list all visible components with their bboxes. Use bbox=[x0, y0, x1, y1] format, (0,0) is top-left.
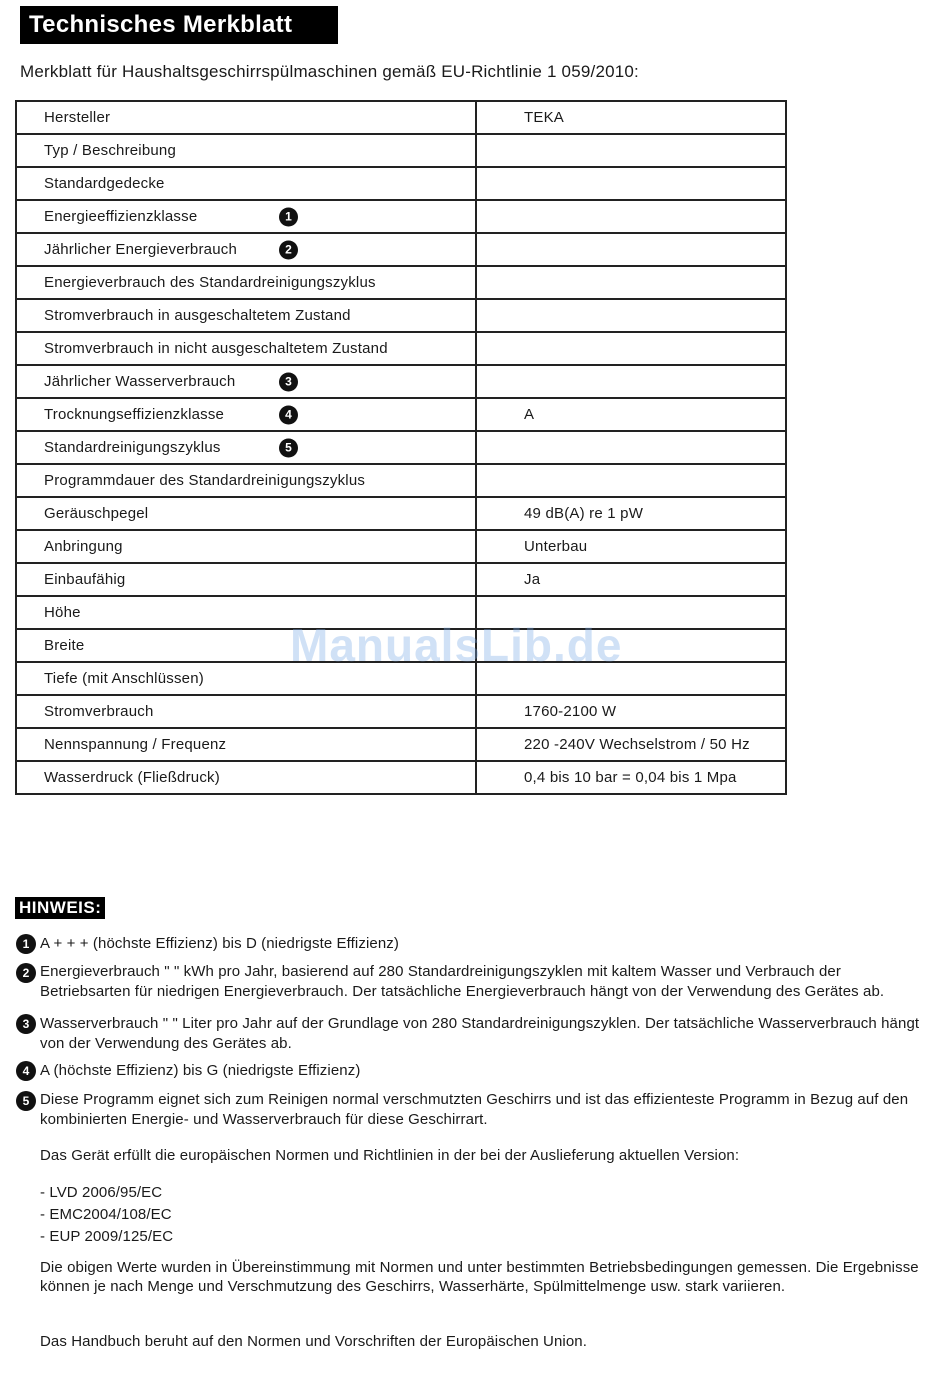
note-5: Diese Programm eignet sich zum Reinigen normal verschmutzten Geschirrs und ist das effizienteste Programm in Bezug auf den kombinierten Energie- und Wasserverbrauch für diese Geschirrart. bbox=[40, 1091, 909, 1128]
row-value bbox=[476, 200, 786, 233]
row-label: Standardgedecke bbox=[44, 175, 165, 192]
table-row bbox=[16, 398, 786, 431]
row-label-cell bbox=[16, 497, 476, 530]
table-row bbox=[16, 365, 786, 398]
table-row bbox=[16, 266, 786, 299]
footnote-marker: 4 bbox=[279, 405, 298, 424]
row-label: Anbringung bbox=[44, 538, 123, 555]
row-label-cell bbox=[16, 530, 476, 563]
notes-heading: HINWEIS: bbox=[15, 897, 105, 919]
row-label: Breite bbox=[44, 637, 85, 654]
row-label: Wasserdruck (Fließdruck) bbox=[44, 769, 220, 786]
watermark: ManualsLib.de bbox=[290, 619, 623, 671]
footnote-marker: 2 bbox=[279, 240, 298, 259]
row-label: Hersteller bbox=[44, 109, 111, 126]
row-label: Geräuschpegel bbox=[44, 505, 149, 522]
table-row bbox=[16, 563, 786, 596]
row-value bbox=[476, 266, 786, 299]
table-row bbox=[16, 464, 786, 497]
row-label-cell bbox=[16, 629, 476, 662]
table-row bbox=[16, 497, 786, 530]
row-value: A bbox=[476, 398, 786, 431]
table-row bbox=[16, 134, 786, 167]
footnote-marker: 5 bbox=[279, 438, 298, 457]
row-label-cell bbox=[16, 134, 476, 167]
note-2: Energieverbrauch " " kWh pro Jahr, basierend auf 280 Standardreinigungszyklen mit kaltem Wasser und Verbrauch der Betriebsarten für niedrigen Energieverbrauch. Der tatsächliche Energieverbrauch hängt von der Verwendung des Gerätes ab. bbox=[40, 963, 885, 1000]
row-value: 0,4 bis 10 bar = 0,04 bis 1 Mpa bbox=[476, 761, 786, 794]
row-label-cell bbox=[16, 299, 476, 332]
note-marker-1: 1 bbox=[16, 934, 36, 954]
table-row bbox=[16, 332, 786, 365]
basis-text: Das Handbuch beruht auf den Normen und Vorschriften der Europäischen Union. bbox=[40, 1333, 587, 1350]
row-value: 1760-2100 W bbox=[476, 695, 786, 728]
footnote-marker: 1 bbox=[279, 207, 298, 226]
row-label: Einbaufähig bbox=[44, 571, 126, 588]
footnote-marker: 3 bbox=[279, 372, 298, 391]
table-row bbox=[16, 530, 786, 563]
row-value: 220 -240V Wechselstrom / 50 Hz bbox=[476, 728, 786, 761]
row-value bbox=[476, 596, 786, 629]
table-row bbox=[16, 728, 786, 761]
row-label: Standardreinigungszyklus bbox=[44, 439, 221, 456]
table-row bbox=[16, 629, 786, 662]
row-label-cell bbox=[16, 332, 476, 365]
row-label: Stromverbrauch in ausgeschaltetem Zustand bbox=[44, 307, 351, 324]
row-value: Ja bbox=[476, 563, 786, 596]
note-3: Wasserverbrauch " " Liter pro Jahr auf der Grundlage von 280 Standardreinigungszyklen. Der tatsächliche Wasserverbrauch hängt von der Verwendung des Gerätes ab. bbox=[40, 1015, 920, 1052]
row-label-cell bbox=[16, 266, 476, 299]
row-value: TEKA bbox=[476, 101, 786, 134]
table-row bbox=[16, 101, 786, 134]
row-label: Energieverbrauch des Standardreinigungszyklus bbox=[44, 274, 376, 291]
directive-emc: - EMC2004/108/EC bbox=[40, 1206, 172, 1223]
table-row bbox=[16, 167, 786, 200]
row-label: Programmdauer des Standardreinigungszyklus bbox=[44, 472, 366, 489]
row-value bbox=[476, 299, 786, 332]
directive-eup: - EUP 2009/125/EC bbox=[40, 1228, 174, 1245]
table-row bbox=[16, 662, 786, 695]
row-label-cell bbox=[16, 563, 476, 596]
note-4: A (höchste Effizienz) bis G (niedrigste Effizienz) bbox=[40, 1062, 361, 1079]
row-label-cell bbox=[16, 200, 476, 233]
conformity-text: Das Gerät erfüllt die europäischen Normen und Richtlinien in der bei der Auslieferung aktuellen Version: bbox=[40, 1147, 740, 1164]
note-marker-3: 3 bbox=[16, 1014, 36, 1034]
row-label-cell bbox=[16, 233, 476, 266]
table-row bbox=[16, 200, 786, 233]
spec-table bbox=[15, 100, 787, 795]
row-label: Nennspannung / Frequenz bbox=[44, 736, 227, 753]
row-value bbox=[476, 167, 786, 200]
row-label: Typ / Beschreibung bbox=[44, 142, 177, 159]
row-value bbox=[476, 431, 786, 464]
table-row bbox=[16, 761, 786, 794]
row-label-cell bbox=[16, 167, 476, 200]
table-row bbox=[16, 299, 786, 332]
row-label-cell bbox=[16, 662, 476, 695]
row-label-cell bbox=[16, 464, 476, 497]
page-title: Technisches Merkblatt bbox=[20, 6, 338, 44]
table-row bbox=[16, 233, 786, 266]
row-value bbox=[476, 332, 786, 365]
row-label-cell bbox=[16, 398, 476, 431]
row-label: Jährlicher Wasserverbrauch bbox=[44, 373, 236, 390]
note-1: A + + + (höchste Effizienz) bis D (niedrigste Effizienz) bbox=[40, 935, 399, 952]
note-marker-5: 5 bbox=[16, 1091, 36, 1111]
row-value bbox=[476, 365, 786, 398]
disclaimer-text: Die obigen Werte wurden in Übereinstimmung mit Normen und unter bestimmten Betriebsbedingungen gemessen. Die Ergebnisse können je nach Menge und Verschmutzung des Geschirrs, Wasserhärte, Spülmittelmenge usw. stark variieren. bbox=[40, 1259, 919, 1295]
row-label: Trocknungseffizienzklasse bbox=[44, 406, 225, 423]
row-label-cell bbox=[16, 101, 476, 134]
row-label: Jährlicher Energieverbrauch bbox=[44, 241, 237, 258]
table-row bbox=[16, 695, 786, 728]
row-label: Tiefe (mit Anschlüssen) bbox=[44, 670, 204, 687]
row-label-cell bbox=[16, 365, 476, 398]
directive-lvd: - LVD 2006/95/EC bbox=[40, 1184, 163, 1201]
row-label-cell bbox=[16, 728, 476, 761]
row-value: Unterbau bbox=[476, 530, 786, 563]
row-label: Stromverbrauch in nicht ausgeschaltetem Zustand bbox=[44, 340, 388, 357]
row-value bbox=[476, 134, 786, 167]
row-label: Stromverbrauch bbox=[44, 703, 154, 720]
row-value: 49 dB(A) re 1 pW bbox=[476, 497, 786, 530]
table-row bbox=[16, 596, 786, 629]
row-label-cell bbox=[16, 596, 476, 629]
row-value bbox=[476, 662, 786, 695]
note-marker-2: 2 bbox=[16, 963, 36, 983]
row-label-cell bbox=[16, 695, 476, 728]
row-label: Höhe bbox=[44, 604, 81, 621]
row-value bbox=[476, 464, 786, 497]
row-label-cell bbox=[16, 761, 476, 794]
row-value bbox=[476, 629, 786, 662]
row-label-cell bbox=[16, 431, 476, 464]
page-subtitle: Merkblatt für Haushaltsgeschirrspülmaschinen gemäß EU-Richtlinie 1 059/2010: bbox=[20, 62, 639, 81]
note-marker-4: 4 bbox=[16, 1061, 36, 1081]
table-row bbox=[16, 431, 786, 464]
row-label: Energieeffizienzklasse bbox=[44, 208, 198, 225]
row-value bbox=[476, 233, 786, 266]
